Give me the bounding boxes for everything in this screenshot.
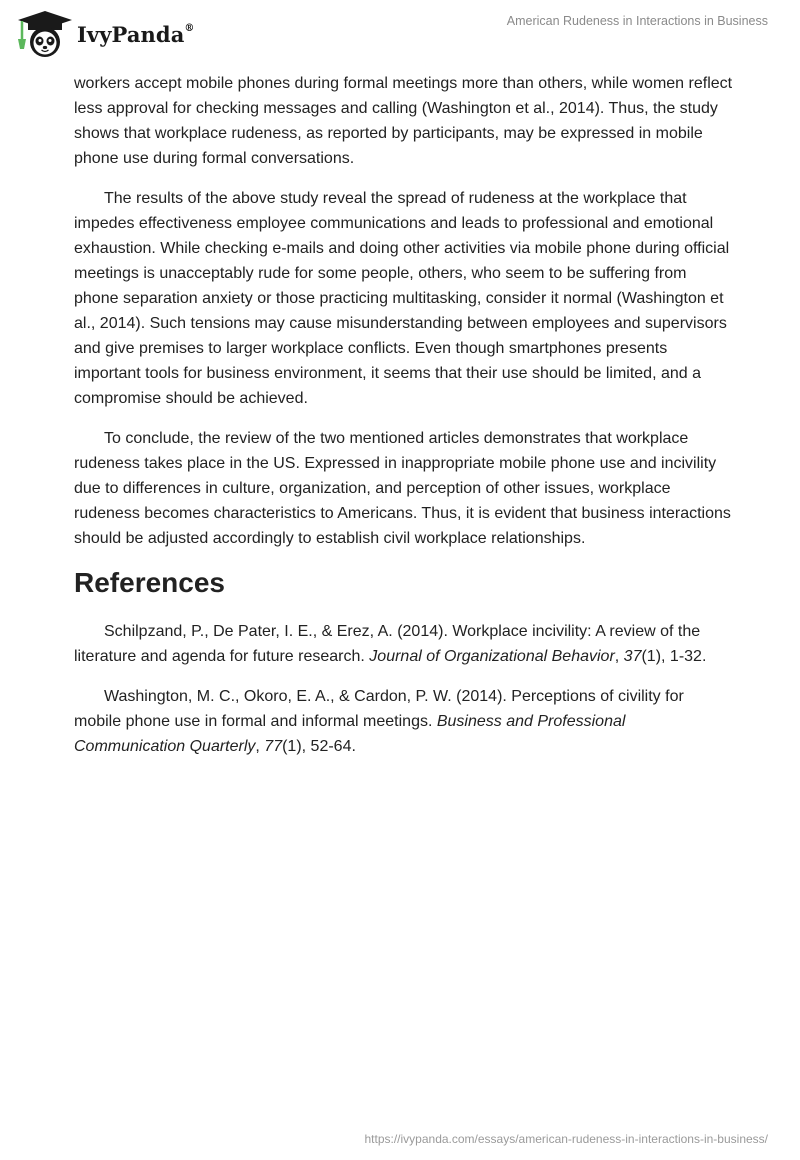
- panda-graduate-icon: [14, 9, 76, 59]
- paragraph-results: The results of the above study reveal the spread of rudeness at the workplace that impedes effectiveness employee communications and leads to professional and emotional exhaustion. While checking e-mails and doing other activities via mobile phone during official meetings is unacceptably rude for some people, others, who seem to be suffering from phone separation anxiety or those practicing multitasking, consider it normal (Washington et al., 2014). Such tensions may cause misunderstanding between employees and supervisors and give premises to larger workplace conflicts. Even though smartphones presents important tools for business environment, it seems that their use should be limited, and a compromise should be achieved.: [74, 190, 730, 407]
- references-heading: References: [74, 567, 225, 598]
- paragraph-conclusion: To conclude, the review of the two mentioned articles demonstrates that workplace rudeness takes place in the US. Expressed in inappropriate mobile phone use and incivility due to differences in culture, organization, and perception of other issues, workplace rudeness becomes characteristics to Americans. Thus, it is evident that business interactions should be adjusted accordingly to establish civil workplace relationships.: [74, 430, 731, 547]
- journal-title: Business and Professional Communication Quarterly: [74, 713, 626, 755]
- page-header: [0, 0, 800, 64]
- volume-number: 77: [264, 738, 283, 755]
- reference-entry: Schilpzand, P., De Pater, I. E., & Erez, A. (2014). Workplace incivility: A review of the literature and agenda for future research. Journal of Organizational Behavior, 37(1), 1-32.: [74, 623, 707, 665]
- paragraph-continued: workers accept mobile phones during formal meetings more than others, while women reflect less approval for checking messages and calling (Washington et al., 2014). Thus, the study shows that workplace rudeness, as reported by participants, may be expressed in mobile phone use during formal conversations.: [74, 75, 733, 167]
- essay-body: [74, 71, 734, 774]
- source-url-link[interactable]: https://ivypanda.com/essays/american-rudeness-in-interactions-in-business/: [364, 1132, 768, 1146]
- volume-number: 37: [623, 648, 642, 665]
- logo-wordmark: IvyPanda®: [77, 21, 195, 47]
- document-title: American Rudeness in Interactions in Business: [506, 14, 768, 28]
- ivypanda-logo[interactable]: [14, 9, 195, 59]
- journal-title: Journal of Organizational Behavior: [369, 648, 615, 665]
- reference-entry: Washington, M. C., Okoro, E. A., & Cardon, P. W. (2014). Perceptions of civility for mobile phone use in formal and informal meetings. Business and Professional Communication Quarterly, 77(1), 52-64.: [74, 688, 684, 755]
